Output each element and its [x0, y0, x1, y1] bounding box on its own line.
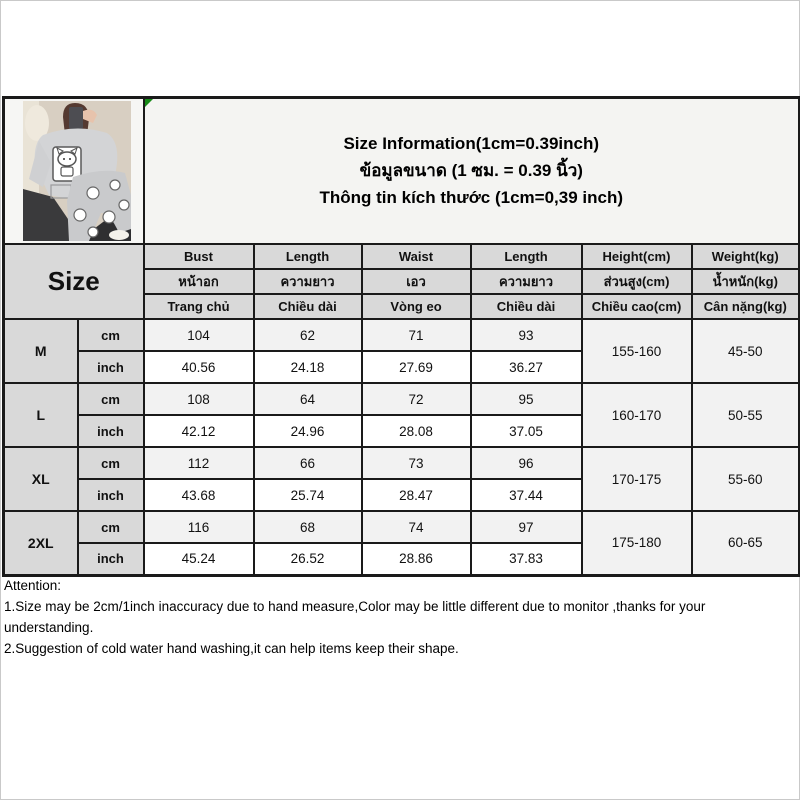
value-cell: 36.27 — [471, 351, 582, 383]
header-waist-en: Waist — [362, 244, 471, 269]
header-height-en: Height(cm) — [582, 244, 692, 269]
header-length2-en: Length — [471, 244, 582, 269]
attention-line-1-cont: understanding. — [4, 620, 94, 635]
height-range-cell: 160-170 — [582, 383, 692, 447]
value-cell: 40.56 — [144, 351, 254, 383]
value-cell: 27.69 — [362, 351, 471, 383]
header-weight-vi: Cân nặng(kg) — [692, 294, 800, 319]
value-cell: 24.18 — [254, 351, 362, 383]
value-cell: 28.86 — [362, 543, 471, 575]
value-cell: 42.12 — [144, 415, 254, 447]
unit-label-cm: cm — [78, 447, 144, 479]
value-cell: 95 — [471, 383, 582, 415]
header-weight-en: Weight(kg) — [692, 244, 800, 269]
attention-line-2: 2.Suggestion of cold water hand washing,it can help items keep their shape. — [4, 641, 459, 656]
cell-corner-marker-icon — [145, 99, 153, 107]
header-bust-en: Bust — [144, 244, 254, 269]
unit-label-cm: cm — [78, 319, 144, 351]
value-cell: 74 — [362, 511, 471, 543]
value-cell: 71 — [362, 319, 471, 351]
title-english: Size Information(1cm=0.39inch) — [343, 134, 600, 153]
size-information-table — [2, 96, 800, 577]
height-range-cell: 170-175 — [582, 447, 692, 511]
value-cell: 97 — [471, 511, 582, 543]
size-row-label-xl: XL — [4, 447, 78, 511]
height-range-cell: 155-160 — [582, 319, 692, 383]
height-range-cell: 175-180 — [582, 511, 692, 575]
value-cell: 37.05 — [471, 415, 582, 447]
value-cell: 112 — [144, 447, 254, 479]
value-cell: 93 — [471, 319, 582, 351]
attention-note — [4, 575, 796, 659]
header-bust-th: หน้าอก — [144, 269, 254, 294]
unit-label-inch: inch — [78, 415, 144, 447]
value-cell: 73 — [362, 447, 471, 479]
header-length2-th: ความยาว — [471, 269, 582, 294]
value-cell: 62 — [254, 319, 362, 351]
value-cell: 24.96 — [254, 415, 362, 447]
weight-range-cell: 45-50 — [692, 319, 800, 383]
product-photo-cell — [4, 98, 144, 245]
value-cell: 37.83 — [471, 543, 582, 575]
size-row-label-2xl: 2XL — [4, 511, 78, 575]
weight-range-cell: 55-60 — [692, 447, 800, 511]
size-corner-label: Size — [4, 244, 144, 319]
size-row-label-m: M — [4, 319, 78, 383]
weight-range-cell: 50-55 — [692, 383, 800, 447]
value-cell: 72 — [362, 383, 471, 415]
header-weight-th: น้ำหนัก(kg) — [692, 269, 800, 294]
header-waist-vi: Vòng eo — [362, 294, 471, 319]
value-cell: 43.68 — [144, 479, 254, 511]
unit-label-cm: cm — [78, 383, 144, 415]
value-cell: 28.47 — [362, 479, 471, 511]
size-information-title-cell — [144, 98, 800, 245]
header-length1-en: Length — [254, 244, 362, 269]
value-cell: 45.24 — [144, 543, 254, 575]
value-cell: 64 — [254, 383, 362, 415]
header-length2-vi: Chiều dài — [471, 294, 582, 319]
value-cell: 37.44 — [471, 479, 582, 511]
weight-range-cell: 60-65 — [692, 511, 800, 575]
size-row-label-l: L — [4, 383, 78, 447]
value-cell: 26.52 — [254, 543, 362, 575]
attention-heading: Attention: — [4, 578, 62, 593]
value-cell: 68 — [254, 511, 362, 543]
value-cell: 25.74 — [254, 479, 362, 511]
value-cell: 116 — [144, 511, 254, 543]
value-cell: 104 — [144, 319, 254, 351]
product-photo — [7, 99, 144, 243]
header-length1-th: ความยาว — [254, 269, 362, 294]
value-cell: 108 — [144, 383, 254, 415]
value-cell: 96 — [471, 447, 582, 479]
attention-line-1: 1.Size may be 2cm/1inch inaccuracy due to hand measure,Color may be little different due to monitor ,thanks for your — [4, 599, 706, 614]
value-cell: 28.08 — [362, 415, 471, 447]
header-length1-vi: Chiều dài — [254, 294, 362, 319]
header-height-vi: Chiều cao(cm) — [582, 294, 692, 319]
header-waist-th: เอว — [362, 269, 471, 294]
header-bust-vi: Trang chủ — [144, 294, 254, 319]
value-cell: 66 — [254, 447, 362, 479]
unit-label-cm: cm — [78, 511, 144, 543]
title-vietnamese: Thông tin kích thước (1cm=0,39 inch) — [319, 188, 624, 207]
unit-label-inch: inch — [78, 479, 144, 511]
pajama-model-photo-illustration — [23, 101, 131, 241]
unit-label-inch: inch — [78, 351, 144, 383]
title-thai: ข้อมูลขนาด (1 ซม. = 0.39 นิ้ว) — [359, 161, 583, 180]
unit-label-inch: inch — [78, 543, 144, 575]
header-height-th: ส่วนสูง(cm) — [582, 269, 692, 294]
